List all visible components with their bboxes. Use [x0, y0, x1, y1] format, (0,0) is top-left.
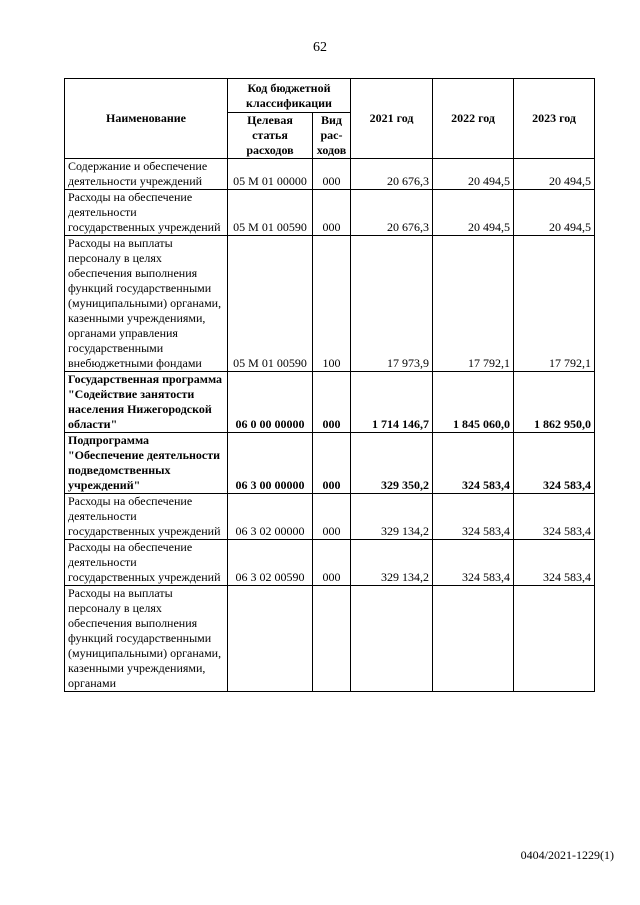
row-expense-type: 000	[313, 159, 351, 190]
header-name: Наименование	[65, 79, 228, 159]
row-value-2023	[514, 586, 595, 692]
table-row	[65, 159, 595, 190]
row-name: Расходы на выплаты персоналу в целях обеспечения выполнения функций государственными (муниципальными) органами, казенными учреждениями, органами	[65, 586, 228, 692]
row-value-2023: 20 494,5	[514, 159, 595, 190]
row-value-2023: 324 583,4	[514, 433, 595, 494]
table-row	[65, 190, 595, 236]
row-value-2022: 324 583,4	[433, 494, 514, 540]
row-value-2021: 329 134,2	[351, 540, 433, 586]
row-value-2021: 1 714 146,7	[351, 372, 433, 433]
table-row	[65, 236, 595, 372]
row-value-2021: 329 350,2	[351, 433, 433, 494]
header-code-group: Код бюджетной классификации	[228, 79, 351, 113]
row-target-article: 06 0 00 00000	[228, 372, 313, 433]
row-value-2022: 324 583,4	[433, 433, 514, 494]
row-value-2021	[351, 586, 433, 692]
budget-table	[64, 78, 595, 692]
table-row	[65, 494, 595, 540]
row-value-2022: 1 845 060,0	[433, 372, 514, 433]
header-target-article: Целевая статья расходов	[228, 113, 313, 159]
row-value-2022	[433, 586, 514, 692]
row-value-2023: 1 862 950,0	[514, 372, 595, 433]
row-target-article: 06 3 02 00000	[228, 494, 313, 540]
row-value-2022: 20 494,5	[433, 159, 514, 190]
document-code: 0404/2021-1229(1)	[520, 848, 614, 862]
row-expense-type: 000	[313, 540, 351, 586]
row-value-2023: 17 792,1	[514, 236, 595, 372]
header-year-2023: 2023 год	[514, 79, 595, 159]
row-name: Расходы на выплаты персоналу в целях обеспечения выполнения функций государственными (муниципальными) органами, казенными учреждениями, органами управления государственными внебюджетными фондами	[65, 236, 228, 372]
row-target-article	[228, 586, 313, 692]
table-row	[65, 586, 595, 692]
row-value-2021: 17 973,9	[351, 236, 433, 372]
header-year-2022: 2022 год	[433, 79, 514, 159]
row-target-article: 06 3 00 00000	[228, 433, 313, 494]
row-name: Расходы на обеспечение деятельности государственных учреждений	[65, 190, 228, 236]
row-name: Расходы на обеспечение деятельности государственных учреждений	[65, 494, 228, 540]
row-name: Содержание и обеспечение деятельности учреждений	[65, 159, 228, 190]
row-name: Расходы на обеспечение деятельности государственных учреждений	[65, 540, 228, 586]
row-value-2023: 324 583,4	[514, 494, 595, 540]
row-target-article: 06 3 02 00590	[228, 540, 313, 586]
row-expense-type: 000	[313, 372, 351, 433]
row-value-2021: 20 676,3	[351, 190, 433, 236]
table-row	[65, 372, 595, 433]
row-expense-type: 000	[313, 190, 351, 236]
row-expense-type: 000	[313, 433, 351, 494]
row-value-2022: 17 792,1	[433, 236, 514, 372]
row-value-2023: 20 494,5	[514, 190, 595, 236]
row-name: Подпрограмма "Обеспечение деятельности подведомственных учреждений"	[65, 433, 228, 494]
row-expense-type: 100	[313, 236, 351, 372]
row-value-2023: 324 583,4	[514, 540, 595, 586]
row-value-2022: 20 494,5	[433, 190, 514, 236]
row-target-article: 05 М 01 00590	[228, 236, 313, 372]
row-expense-type: 000	[313, 494, 351, 540]
row-value-2021: 329 134,2	[351, 494, 433, 540]
header-year-2021: 2021 год	[351, 79, 433, 159]
page-number: 62	[313, 40, 327, 55]
table-row	[65, 433, 595, 494]
row-value-2021: 20 676,3	[351, 159, 433, 190]
table-row	[65, 540, 595, 586]
row-value-2022: 324 583,4	[433, 540, 514, 586]
row-target-article: 05 М 01 00590	[228, 190, 313, 236]
row-expense-type	[313, 586, 351, 692]
header-expense-type: Вид рас- ходов	[313, 113, 351, 159]
row-target-article: 05 М 01 00000	[228, 159, 313, 190]
row-name: Государственная программа "Содействие занятости населения Нижегородской области"	[65, 372, 228, 433]
